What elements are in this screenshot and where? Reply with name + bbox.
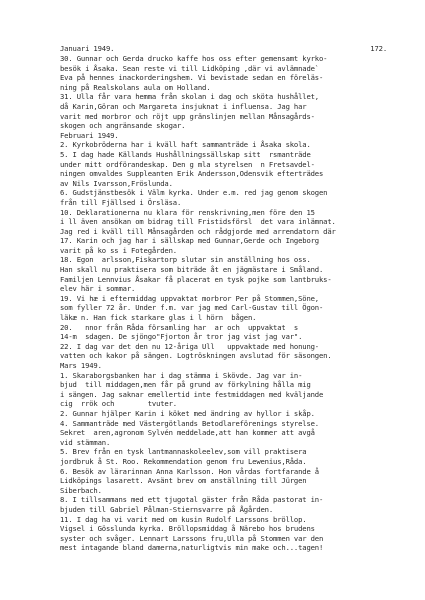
text-line: 22. I dag var det den nu 12-åriga Ull uppvaktade med honung-: [60, 341, 319, 351]
text-line: Han skall nu praktisera som biträde åt en jägmästare i Småland.: [60, 265, 324, 275]
text-line: Eva på hennes inackorderingshem. Vi bevistade sedan en föreläs-: [60, 73, 324, 83]
text-line: läkæ n. Han fick starkare glas i l hörn bågen.: [60, 313, 257, 323]
text-line: som fyller 72 år. Under f.m. var jag med Carl-Gustav till Ögon-: [60, 303, 324, 313]
text-line: bjud till middagen,men får på grund av förkylning hålla mig: [60, 380, 311, 390]
text-line: Siberbach.: [60, 485, 102, 495]
text-line: 30. Gunnar och Gerda drucko kaffe hos oss efter gemensamt kyrko-: [60, 54, 328, 63]
text-line: syster och svåger. Lennart Larssons fru,Ulla på Stommen var den: [60, 533, 324, 543]
text-line: i ll även ansökan om bidrag till Fristidsförsl det vara inlämnat.: [60, 217, 336, 227]
text-line: ningen omvaldes Suppleanten Erik Andersson,Odensvik efterträdes: [60, 169, 324, 179]
text-line: i sängen. Jag saknar emellertid inte festmiddagen med kväljande: [60, 389, 324, 399]
text-line: då Karin,Göran och Margareta insjuknat i influensa. Jag har: [60, 101, 307, 111]
text-line: Februari 1949.: [60, 130, 119, 140]
text-line: 5. Brev från en tysk lantmannaskoleelev,som vill praktisera: [60, 447, 307, 457]
text-line: 8. I tillsammans med ett tjugotal gäster från Råda pastorat in-: [60, 495, 324, 505]
text-line: 6. Gudstjänstbesök i Välm kyrka. Under e.m. red jag genom skogen: [60, 188, 328, 198]
text-line: 31. Ulla får vara hemma från skolan i dag och sköta hushållet,: [60, 92, 319, 102]
text-line: mest intagande bland damerna,naturligtvis min make och...tagen!: [60, 543, 324, 553]
text-line: elev här i sommar.: [60, 284, 136, 294]
text-line: 1. Skaraborgsbanken har i dag stämma i Skövde. Jag var in-: [60, 370, 303, 380]
text-line: Sekret aren,agronom Sylvén meddelade,att han kommer att avgå: [60, 428, 315, 438]
text-line: 6. Besök av lärarinnan Anna Karlsson. Hon vårdas fortfarande å: [60, 466, 319, 476]
text-line: Vigsel i Gösslunda kyrka. Bröllopsmiddag å Närebo hos brudens: [60, 524, 315, 534]
text-line: varit på ko ss i Fotegården.: [60, 245, 177, 255]
text-line: 18. Egon arlsson,Fiskartorp slutar sin anställning hos oss.: [60, 255, 311, 265]
text-line: Lidköpings lasarett. Avsänt brev om anställning till Jürgen: [60, 476, 307, 486]
text-line: 10. Deklarationerna nu klara för renskrivning,men före den 15: [60, 207, 315, 217]
text-line: 4. Sammanträde med Västergötlands Betodlareförenings styrelse.: [60, 418, 319, 428]
text-line: 5. I dag hade Källands Hushållningssällskap sitt rsmanträde: [60, 149, 311, 159]
text-line: skogen och angränsande skogar.: [60, 121, 186, 131]
text-line: varit med morbror och röjt upp gränslinjen mellan Månsagårds-: [60, 111, 315, 121]
text-line: 11. I dag ha vi varit med om kusin Rudolf Larssons bröllop.: [60, 514, 307, 524]
text-line: cig rrök och tvuter.: [60, 399, 177, 409]
text-line: 17. Karin och jag har i sällskap med Gunnar,Gerde och Ingeborg: [60, 236, 319, 246]
text-line: 2. Kyrkobröderna har i kväll haft sammanträde i Åsaka skola.: [60, 140, 311, 150]
text-line: Mars 1949.: [60, 361, 102, 370]
text-line: från till Fjällsed i Örsläsa.: [60, 197, 182, 207]
text-line: vatten och kakor på sängen. Logtröskningen avslutad för säsongen.: [60, 351, 332, 361]
text-line: Jag red i kväll till Månsagården och rådgjorde med arrendatorn där: [60, 226, 336, 236]
text-line: 20. nnor från Råda församling har ar och uppvaktat s: [60, 322, 299, 332]
month-heading-januari: Januari 1949.: [60, 44, 115, 53]
text-line: jordbruk å St. Roo. Rekommendation genom fru Lewenius,Råda.: [60, 456, 307, 466]
text-line: under mitt ordförandeskap. Den g mla styrelsen n Fretsavdel-: [60, 159, 315, 169]
diary-text: [60, 54, 411, 553]
text-line: av Nils Ivarsson,Fröslunda.: [60, 178, 173, 188]
text-line: 2. Gunnar hjälper Karin i köket med ändring av hyllor i skåp.: [60, 408, 315, 418]
text-line: besök i Åsaka. Sean reste vi till Lidköping ,där vi avlämnade`: [60, 63, 319, 73]
text-line: vid stämman.: [60, 437, 111, 447]
text-line: Familjen Lennvius Åsakar få placerat en tysk pojke som lantbruks-: [60, 274, 332, 284]
text-line: 14-m sdagen. De sjöngo"Fjorton år tror jag vist jag var".: [60, 332, 303, 342]
page-number: 172.: [370, 44, 387, 53]
text-line: ning på Realskolans aula om Holland.: [60, 82, 211, 92]
text-line: bjuden till Gabriel Pålman-Stiernsvarre på Ågården.: [60, 504, 274, 514]
text-line: 19. Vi hæ i eftermiddag uppvaktat morbror Per på Stommen,Söne,: [60, 293, 319, 303]
